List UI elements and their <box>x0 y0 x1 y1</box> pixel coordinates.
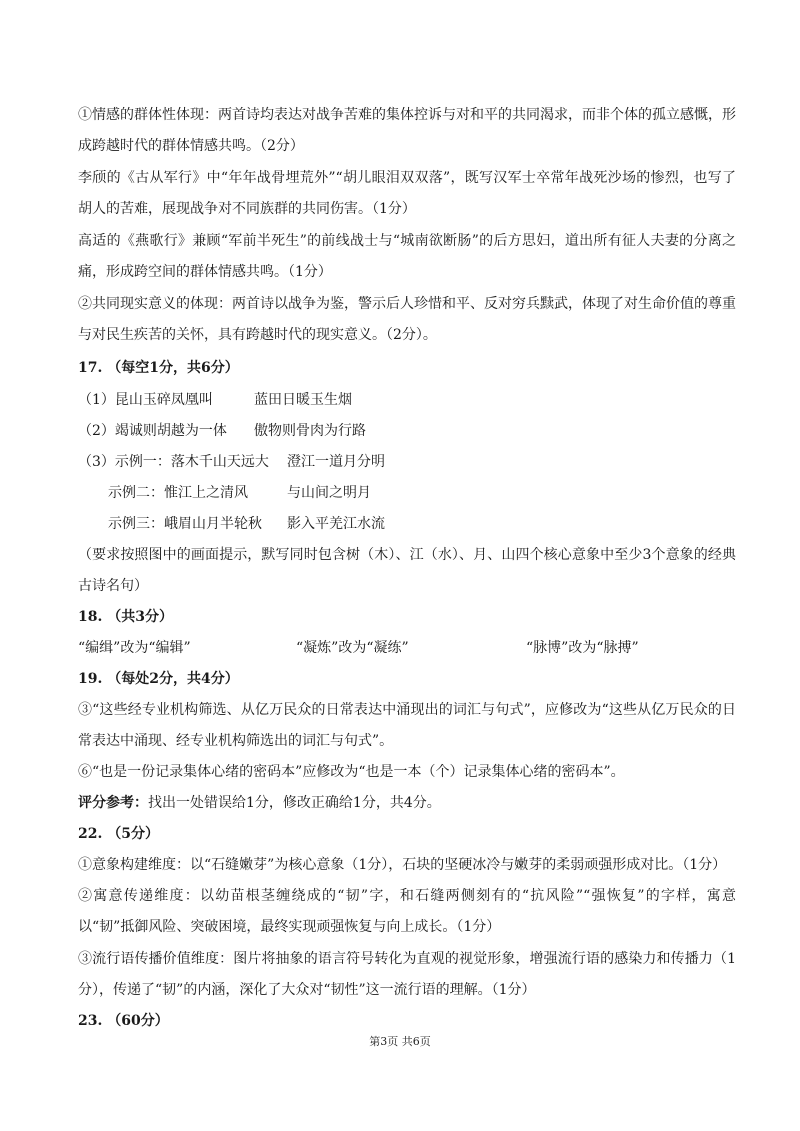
q18-correction-3: “脉博”改为“脉搏” <box>526 640 639 656</box>
q22-header: 22. （5分） <box>78 826 159 842</box>
q17-answer-4b: 与山间之明月 <box>287 485 371 501</box>
scoring-reference-label: 评分参考： <box>78 795 148 811</box>
q19-scoring-reference <box>78 793 441 813</box>
q19-header: 19. （每处2分，共4分） <box>78 671 239 687</box>
q19-answer-6: ⑥“也是一份记录集体心绪的密码本”应修改为“也是一本（个）记录集体心绪的密码本”。 <box>78 764 625 780</box>
q22-answer-meaning: ②寓意传递维度：以幼苗根茎缠绕成的“韧”字，和石缝两侧刻有的“抗风险”“强恢复”的字样，寓意以“韧”抵御风险、突破困境，最终实现顽强恢复与向上成长。（1分） <box>78 888 736 935</box>
paragraph-gao-shi: 高适的《燕歌行》兼顾“军前半死生”的前线战士与“城南欲断肠”的后方思妇，道出所有征人夫妻的分离之痛，形成跨空间的群体情感共鸣。（1分） <box>78 233 736 280</box>
q17-answer-1b: 蓝田日暖玉生烟 <box>254 392 352 408</box>
q17-answer-2b: 傲物则骨肉为行路 <box>254 423 366 439</box>
q23-header: 23. （60分） <box>78 1013 169 1029</box>
q17-answer-1a: （1）昆山玉碎凤凰叫 <box>78 392 213 408</box>
q18-header: 18. （共3分） <box>78 609 173 625</box>
q22-answer-imagery: ①意象构建维度：以“石缝嫩芽”为核心意象（1分），石块的坚硬冰冷与嫩芽的柔弱顽强形成对比。（1分） <box>78 857 727 873</box>
q17-note: （要求按照图中的画面提示，默写同时包含树（木）、江（水）、月、山四个核心意象中至少3个意象的经典古诗名句） <box>78 547 736 594</box>
q19-answer-3: ③“这些经专业机构筛选、从亿万民众的日常表达中涌现出的词汇与句式”，应修改为“这些从亿万民众的日常表达中涌现、经专业机构筛选出的词汇与句式”。 <box>78 702 736 749</box>
q17-answer-5a: 示例三：峨眉山月半轮秋 <box>108 516 262 532</box>
q17-header: 17. （每空1分，共6分） <box>78 360 239 376</box>
paragraph-realistic-meaning: ②共同现实意义的体现：两首诗以战争为鉴，警示后人珍惜和平、反对穷兵黩武，体现了对生命价值的尊重与对民生疾苦的关怀，具有跨越时代的现实意义。（2分）。 <box>78 296 736 343</box>
q18-correction-1: “编缉”改为“编辑” <box>78 640 191 656</box>
page-footer: 第3页 共6页 <box>369 1035 431 1048</box>
q17-answer-3b: 澄江一道月分明 <box>287 454 385 470</box>
paragraph-emotion-collective: ①情感的群体性体现：两首诗均表达对战争苦难的集体控诉与对和平的共同渴求，而非个体的孤立感慨，形成跨越时代的群体情感共鸣。（2分） <box>78 107 736 154</box>
q17-answer-2a: （2）竭诚则胡越为一体 <box>78 423 227 439</box>
q22-answer-popularity: ③流行语传播价值维度：图片将抽象的语言符号转化为直观的视觉形象，增强流行语的感染力和传播力（1分），传递了“韧”的内涵，深化了大众对“韧性”这一流行语的理解。（1分） <box>78 951 736 998</box>
paragraph-li-qi: 李颀的《古从军行》中“年年战骨埋荒外”“胡儿眼泪双双落”，既写汉军士卒常年战死沙场的惨烈，也写了胡人的苦难，展现战争对不同族群的共同伤害。（1分） <box>78 170 736 217</box>
q17-answer-5b: 影入平羌江水流 <box>287 516 385 532</box>
q17-answer-4a: 示例二：惟江上之清风 <box>108 485 248 501</box>
q18-correction-2: “凝炼”改为“凝练” <box>296 640 409 656</box>
scoring-reference-text: 找出一处错误给1分，修改正确给1分，共4分。 <box>148 795 441 811</box>
q17-answer-3a: （3）示例一：落木千山天远大 <box>78 454 269 470</box>
